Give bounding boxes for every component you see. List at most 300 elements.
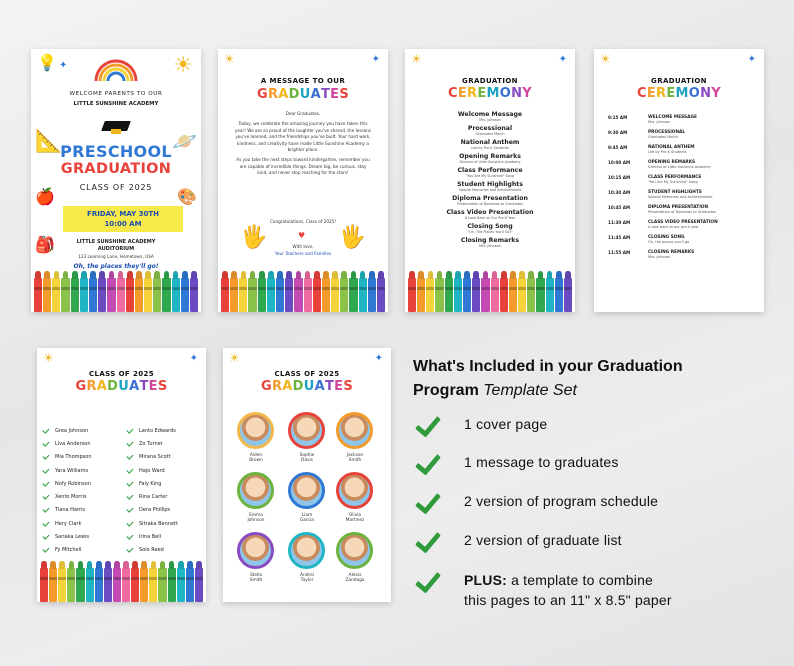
schedule-list bbox=[608, 115, 758, 265]
program-item-title: Closing Remarks bbox=[460, 237, 520, 244]
program-item bbox=[415, 195, 565, 206]
crayon bbox=[135, 278, 143, 312]
program-item-subtitle: Mrs. Johnson bbox=[479, 244, 501, 248]
crayon bbox=[322, 278, 330, 312]
schedule-row bbox=[608, 160, 758, 169]
program-item-subtitle: "You Are My Sunshine" Song bbox=[465, 174, 514, 178]
graduate-name: Mia Thompson bbox=[55, 454, 92, 461]
schedule-time: 10:15 AM bbox=[608, 175, 631, 180]
backpack-icon: 🎒 bbox=[35, 235, 55, 254]
crayon bbox=[258, 278, 266, 312]
graduate-photo bbox=[336, 472, 373, 509]
first-name: Alexis bbox=[348, 573, 362, 578]
schedule-event-detail: Oh, the places you'll go bbox=[648, 240, 690, 244]
graduate-row bbox=[127, 451, 178, 464]
graduate-name: Hery Clark bbox=[55, 520, 82, 527]
program-item bbox=[415, 125, 565, 136]
checkmark-icon bbox=[43, 494, 49, 500]
program-item bbox=[415, 111, 565, 122]
message-heading: A MESSAGE TO OUR bbox=[260, 77, 346, 85]
crayon bbox=[527, 278, 535, 312]
first-name: Stella bbox=[249, 573, 263, 578]
schedule-row bbox=[608, 145, 758, 154]
list-word: GRADUATES bbox=[75, 379, 168, 394]
last-name: Taylor bbox=[300, 578, 314, 584]
graduate-name: Sitraka Bennett bbox=[139, 520, 178, 527]
star-icon: ✦ bbox=[747, 54, 756, 65]
schedule-time: 10:30 AM bbox=[608, 190, 631, 195]
crayon bbox=[359, 278, 367, 312]
schedule-time: 11:45 AM bbox=[608, 235, 631, 240]
schedule-event-detail: Graduates March bbox=[648, 135, 679, 139]
cover-venue1: LITTLE SUNSHINE ACADEMY bbox=[76, 239, 156, 245]
checkmark-icon bbox=[43, 454, 49, 460]
schedule-event-detail: "You Are My Sunshine" Song bbox=[648, 180, 698, 184]
schedule-time: 10:00 AM bbox=[608, 160, 631, 165]
graduate-photo bbox=[237, 532, 274, 569]
cover-welcome: WELCOME PARENTS TO OUR bbox=[69, 91, 163, 97]
crayon bbox=[98, 278, 106, 312]
crayon bbox=[168, 568, 176, 602]
crayon bbox=[491, 278, 499, 312]
feature-text: 1 message to graduates bbox=[464, 454, 619, 470]
graduate-name: Sariaka Lewis bbox=[55, 534, 90, 541]
graduate-name: Irina Bell bbox=[139, 534, 162, 541]
crayon bbox=[221, 278, 229, 312]
crayon bbox=[153, 278, 161, 312]
apple-icon: 🍎 bbox=[35, 187, 55, 206]
graduate-photo-name bbox=[325, 453, 385, 463]
schedule-time: 11:30 AM bbox=[608, 220, 631, 225]
schedule-time: 9:15 AM bbox=[608, 115, 628, 120]
crayon bbox=[86, 568, 94, 602]
schedule-time: 11:55 AM bbox=[608, 250, 631, 255]
handprint-icon: 🖐 bbox=[338, 225, 366, 250]
cover-address: 123 Learning Lane, Hometown, USA bbox=[78, 254, 154, 259]
crayon-border bbox=[218, 278, 388, 312]
crayon-border bbox=[405, 278, 575, 312]
last-name: Martinez bbox=[345, 518, 365, 524]
checkmark-icon bbox=[43, 481, 49, 487]
feature-plus-label: PLUS: bbox=[464, 572, 507, 588]
graduate-photos-card bbox=[223, 348, 391, 602]
last-name: Zandaga bbox=[345, 578, 365, 584]
schedule-word: CEREMONY bbox=[636, 86, 722, 101]
graduate-name: Hajo Ward bbox=[139, 467, 165, 474]
first-name: Sophie bbox=[299, 453, 315, 458]
crayon bbox=[304, 278, 312, 312]
crayon bbox=[52, 278, 60, 312]
crayon bbox=[177, 568, 185, 602]
schedule-event: NATIONAL ANTHEM bbox=[648, 145, 695, 150]
checkmark-icon bbox=[43, 468, 49, 474]
checkmark-icon bbox=[127, 521, 133, 527]
first-name: Jackson bbox=[346, 453, 364, 458]
graduate-photo bbox=[336, 532, 373, 569]
checkmark-icon bbox=[43, 441, 49, 447]
crayon bbox=[126, 278, 134, 312]
checkmark-icon bbox=[127, 494, 133, 500]
feature-plus bbox=[412, 570, 672, 611]
crayon bbox=[144, 278, 152, 312]
graduate-column-1 bbox=[43, 424, 92, 557]
graduate-name: Mirana Scott bbox=[139, 454, 171, 461]
message-signoff: Your Teachers and Families bbox=[274, 251, 332, 256]
schedule-page-card bbox=[594, 49, 764, 312]
schedule-event: CLASS PERFORMANCE bbox=[648, 175, 702, 180]
crayon bbox=[80, 278, 88, 312]
message-salutation: Dear Graduates, bbox=[285, 111, 321, 116]
schedule-event: PROCESSIONAL bbox=[648, 130, 686, 135]
graduate-row bbox=[127, 424, 178, 437]
cover-page-card bbox=[31, 49, 201, 312]
rainbow-icon bbox=[91, 59, 141, 81]
crayon bbox=[230, 278, 238, 312]
graduate-name: Solo Reed bbox=[139, 547, 164, 554]
photos-word: GRADUATES bbox=[260, 379, 354, 394]
program-item bbox=[415, 237, 565, 248]
crayon bbox=[435, 278, 443, 312]
crayon-border bbox=[31, 278, 201, 312]
program-item-title: Student Highlights bbox=[457, 181, 523, 188]
checkmark-icon bbox=[412, 414, 442, 436]
crayon bbox=[104, 568, 112, 602]
graduate-row bbox=[43, 490, 92, 503]
schedule-event: CLOSING SONG bbox=[648, 235, 685, 240]
schedule-row bbox=[608, 250, 758, 259]
program-item-title: Processional bbox=[467, 125, 513, 132]
crayon bbox=[555, 278, 563, 312]
first-name: Aiden bbox=[249, 453, 263, 458]
crayon bbox=[248, 278, 256, 312]
photos-heading: CLASS OF 2025 bbox=[274, 370, 340, 378]
crayon bbox=[377, 278, 385, 312]
graduate-name: Nofy Robinson bbox=[55, 480, 91, 487]
checkmark-icon bbox=[412, 491, 442, 513]
message-love: With love, bbox=[292, 244, 314, 249]
feature-item bbox=[412, 414, 547, 436]
schedule-event-detail: Special Memories and Achievements bbox=[648, 195, 713, 199]
sun-icon: ☀ bbox=[411, 52, 422, 66]
checkmark-icon bbox=[43, 547, 49, 553]
program-list bbox=[415, 111, 565, 251]
graduate-row bbox=[43, 544, 92, 557]
crayon bbox=[107, 278, 115, 312]
checkmark-icon bbox=[412, 530, 442, 552]
crayon bbox=[40, 568, 48, 602]
feature-item bbox=[412, 491, 658, 513]
first-name: Olivia bbox=[348, 513, 362, 518]
crayon bbox=[89, 278, 97, 312]
program-item-title: Class Performance bbox=[457, 167, 523, 174]
cover-academy: LITTLE SUNSHINE ACADEMY bbox=[73, 101, 159, 107]
star-icon: ✦ bbox=[371, 54, 380, 65]
graduate-photo-name bbox=[325, 573, 385, 583]
crayon bbox=[564, 278, 572, 312]
crayon bbox=[454, 278, 462, 312]
graduate-photo bbox=[336, 412, 373, 449]
graduate-row bbox=[127, 477, 178, 490]
schedule-event-detail: Presentation of Diplomas to Graduates bbox=[648, 210, 716, 214]
checkmark-icon bbox=[412, 452, 442, 474]
crayon bbox=[61, 278, 69, 312]
program-heading: GRADUATION bbox=[462, 77, 518, 85]
crayon bbox=[536, 278, 544, 312]
schedule-event-detail: Director of Little Sunshine Academy bbox=[648, 165, 711, 169]
crayon bbox=[71, 278, 79, 312]
planet-icon: 🪐 bbox=[172, 129, 197, 153]
program-item-subtitle: Presentation of Diplomas to Graduates bbox=[457, 202, 523, 206]
lightbulb-icon: 💡 bbox=[37, 53, 57, 72]
graduate-name: Yara Williams bbox=[55, 467, 89, 474]
last-name: Johnson bbox=[247, 518, 265, 524]
checkmark-icon bbox=[43, 521, 49, 527]
graduate-row bbox=[127, 437, 178, 450]
checkmark-icon bbox=[127, 468, 133, 474]
graduate-row bbox=[127, 517, 178, 530]
program-item-subtitle: Graduates March bbox=[475, 132, 505, 136]
crayon bbox=[58, 568, 66, 602]
sun-icon: ☀ bbox=[600, 52, 611, 66]
program-item-title: Welcome Message bbox=[457, 111, 523, 118]
program-item bbox=[415, 223, 565, 234]
schedule-event-detail: Led by Pre-K Students bbox=[648, 150, 687, 154]
crayon-border bbox=[37, 568, 206, 602]
graduate-name: Fy Mitchell bbox=[55, 547, 82, 554]
checkmark-icon bbox=[43, 507, 49, 513]
crayon bbox=[239, 278, 247, 312]
schedule-time: 9:45 AM bbox=[608, 145, 628, 150]
checkmark-icon bbox=[412, 570, 442, 592]
graduate-row bbox=[127, 530, 178, 543]
graduate-name: Liva Anderson bbox=[55, 440, 91, 447]
program-item-subtitle: Director of Little Sunshine Academy bbox=[459, 160, 521, 164]
features-title-italic: Template Set bbox=[483, 382, 577, 399]
checkmark-icon bbox=[127, 441, 133, 447]
graduate-photo bbox=[288, 472, 325, 509]
graduate-name: Faly King bbox=[139, 480, 162, 487]
graduate-row bbox=[43, 424, 92, 437]
cap-tassel-icon bbox=[111, 129, 121, 134]
crayon bbox=[368, 278, 376, 312]
crayon bbox=[113, 568, 121, 602]
features-title-bold2: Program bbox=[413, 382, 479, 399]
cover-title-line2: GRADUATION bbox=[60, 161, 172, 177]
graduate-photo bbox=[237, 412, 274, 449]
crayon bbox=[131, 568, 139, 602]
crayon bbox=[445, 278, 453, 312]
schedule-event: CLOSING REMARKS bbox=[648, 250, 695, 255]
program-item-subtitle: Special Memories and Achievements bbox=[458, 188, 522, 192]
feature-plus-line1: a template to combine bbox=[511, 572, 654, 588]
graduate-name: Dera Phillips bbox=[139, 507, 171, 514]
crayon bbox=[95, 568, 103, 602]
first-name: Emma bbox=[249, 513, 263, 518]
crayon bbox=[43, 278, 51, 312]
feature-text: 2 version of graduate list bbox=[464, 532, 622, 548]
graduate-row bbox=[43, 451, 92, 464]
crayon bbox=[76, 568, 84, 602]
ruler-icon: 📐 bbox=[35, 129, 63, 154]
star-icon: ✦ bbox=[558, 54, 567, 65]
checkmark-icon bbox=[127, 481, 133, 487]
last-name: Smith bbox=[249, 578, 263, 584]
schedule-event-detail: Mrs. Johnson bbox=[648, 120, 671, 124]
program-item-title: National Anthem bbox=[460, 139, 520, 146]
crayon bbox=[408, 278, 416, 312]
checkmark-icon bbox=[127, 454, 133, 460]
cover-class-of: CLASS OF 2025 bbox=[79, 183, 153, 192]
handprint-icon: 🖐 bbox=[240, 225, 268, 250]
crayon bbox=[426, 278, 434, 312]
message-congrats: Congratulations, Class of 2025! bbox=[269, 219, 337, 224]
feature-text: 2 version of program schedule bbox=[464, 493, 659, 509]
checkmark-icon bbox=[127, 507, 133, 513]
schedule-event: STUDENT HIGHLIGHTS bbox=[648, 190, 702, 195]
schedule-row bbox=[608, 115, 758, 124]
feature-text: 1 cover page bbox=[464, 416, 548, 432]
feature-item bbox=[412, 530, 622, 552]
program-item bbox=[415, 167, 565, 178]
schedule-event-detail: Mrs. Johnson bbox=[648, 255, 671, 259]
crayon bbox=[67, 568, 75, 602]
crayon bbox=[117, 278, 125, 312]
program-item-title: Diploma Presentation bbox=[452, 195, 528, 202]
crayon bbox=[140, 568, 148, 602]
crayon bbox=[158, 568, 166, 602]
schedule-row bbox=[608, 175, 758, 184]
program-item bbox=[415, 209, 565, 220]
graduate-row bbox=[43, 477, 92, 490]
crayon bbox=[122, 568, 130, 602]
schedule-heading: GRADUATION bbox=[651, 77, 707, 85]
graduate-row bbox=[43, 504, 92, 517]
list-heading: CLASS OF 2025 bbox=[88, 370, 155, 378]
star-icon: ✦ bbox=[189, 353, 198, 364]
crayon bbox=[149, 568, 157, 602]
graduate-photo bbox=[288, 412, 325, 449]
program-item-title: Closing Song bbox=[467, 223, 513, 230]
first-name: Liam bbox=[301, 513, 313, 518]
message-page-card bbox=[218, 49, 388, 312]
crayon bbox=[349, 278, 357, 312]
sun-icon: ☀ bbox=[224, 52, 235, 66]
sun-icon: ☀ bbox=[43, 351, 54, 365]
graduate-row bbox=[127, 464, 178, 477]
schedule-row bbox=[608, 205, 758, 214]
schedule-row bbox=[608, 190, 758, 199]
feature-plus-text bbox=[464, 570, 672, 611]
checkmark-icon bbox=[127, 534, 133, 540]
message-body2: As you take the next steps toward kindergarten, remember you are capable of incredible things. Dream big, be curious, stay kind, and never stop reaching for the stars! bbox=[236, 157, 370, 175]
graduate-photo bbox=[288, 532, 325, 569]
crayon bbox=[172, 278, 180, 312]
cover-tagline: Oh, the places they'll go! bbox=[73, 263, 159, 270]
star-icon: ✦ bbox=[59, 60, 68, 71]
crayon bbox=[500, 278, 508, 312]
cover-time: 10:00 AM bbox=[104, 220, 142, 228]
feature-plus-line2: this pages to an 11" x 8.5" paper bbox=[464, 592, 672, 609]
crayon bbox=[34, 278, 42, 312]
program-item bbox=[415, 153, 565, 164]
graduate-name: Zo Turner bbox=[139, 440, 163, 447]
graduate-name: Lanto Edwards bbox=[139, 427, 176, 434]
program-item bbox=[415, 139, 565, 150]
graduate-row bbox=[127, 490, 178, 503]
schedule-time: 10:45 AM bbox=[608, 205, 631, 210]
schedule-event: CLASS VIDEO PRESENTATION bbox=[648, 220, 718, 225]
crayon bbox=[313, 278, 321, 312]
graduate-row bbox=[43, 530, 92, 543]
schedule-row bbox=[608, 130, 758, 139]
graduate-name: Xento Morris bbox=[55, 494, 87, 501]
graduate-row bbox=[127, 544, 178, 557]
heart-icon: ♥ bbox=[298, 231, 306, 240]
program-item-subtitle: Mrs. Johnson bbox=[479, 118, 501, 122]
features-title-bold1: What's Included in your Graduation bbox=[413, 358, 683, 375]
palette-icon: 🎨 bbox=[177, 187, 197, 206]
schedule-row bbox=[608, 220, 758, 229]
features-title bbox=[413, 355, 783, 403]
checkmark-icon bbox=[127, 547, 133, 553]
sun-icon: ☀ bbox=[229, 351, 240, 365]
crayon bbox=[481, 278, 489, 312]
program-item bbox=[415, 181, 565, 192]
crayon bbox=[190, 278, 198, 312]
program-page-card bbox=[405, 49, 575, 312]
crayon bbox=[186, 568, 194, 602]
message-word: GRADUATES bbox=[256, 87, 350, 102]
program-item-subtitle: A Look Back at Our Pre-K Year bbox=[464, 216, 516, 220]
crayon bbox=[195, 568, 203, 602]
schedule-event: DIPLOMA PRESENTATION bbox=[648, 205, 709, 210]
crayon bbox=[276, 278, 284, 312]
crayon bbox=[49, 568, 57, 602]
crayon bbox=[267, 278, 275, 312]
graduate-name: Tiana Harris bbox=[55, 507, 86, 514]
program-word: CEREMONY bbox=[447, 86, 533, 101]
program-item-title: Opening Remarks bbox=[459, 153, 521, 160]
crayon bbox=[509, 278, 517, 312]
crayon bbox=[162, 278, 170, 312]
schedule-event: WELCOME MESSAGE bbox=[648, 115, 697, 120]
schedule-row bbox=[608, 235, 758, 244]
graduate-name: Rina Carter bbox=[139, 494, 168, 501]
graduate-row bbox=[43, 464, 92, 477]
graduate-row bbox=[43, 437, 92, 450]
star-icon: ✦ bbox=[374, 353, 383, 364]
feature-item bbox=[412, 452, 619, 474]
crayon bbox=[331, 278, 339, 312]
crayon bbox=[472, 278, 480, 312]
program-item-title: Class Video Presentation bbox=[446, 209, 534, 216]
cover-title-line1: PRESCHOOL bbox=[60, 142, 172, 161]
schedule-event: OPENING REMARKS bbox=[648, 160, 696, 165]
sun-icon: ☀ bbox=[173, 53, 193, 78]
crayon bbox=[285, 278, 293, 312]
checkmark-icon bbox=[43, 428, 49, 434]
last-name: Smith bbox=[348, 458, 362, 464]
graduate-list-card bbox=[37, 348, 206, 602]
cover-venue2: AUDITORIUM bbox=[97, 246, 135, 252]
first-name: Andrei bbox=[300, 573, 314, 578]
graduate-row bbox=[43, 517, 92, 530]
graduate-photo-name bbox=[325, 513, 385, 523]
schedule-time: 9:30 AM bbox=[608, 130, 628, 135]
checkmark-icon bbox=[43, 534, 49, 540]
crayon bbox=[340, 278, 348, 312]
graduate-photo bbox=[237, 472, 274, 509]
